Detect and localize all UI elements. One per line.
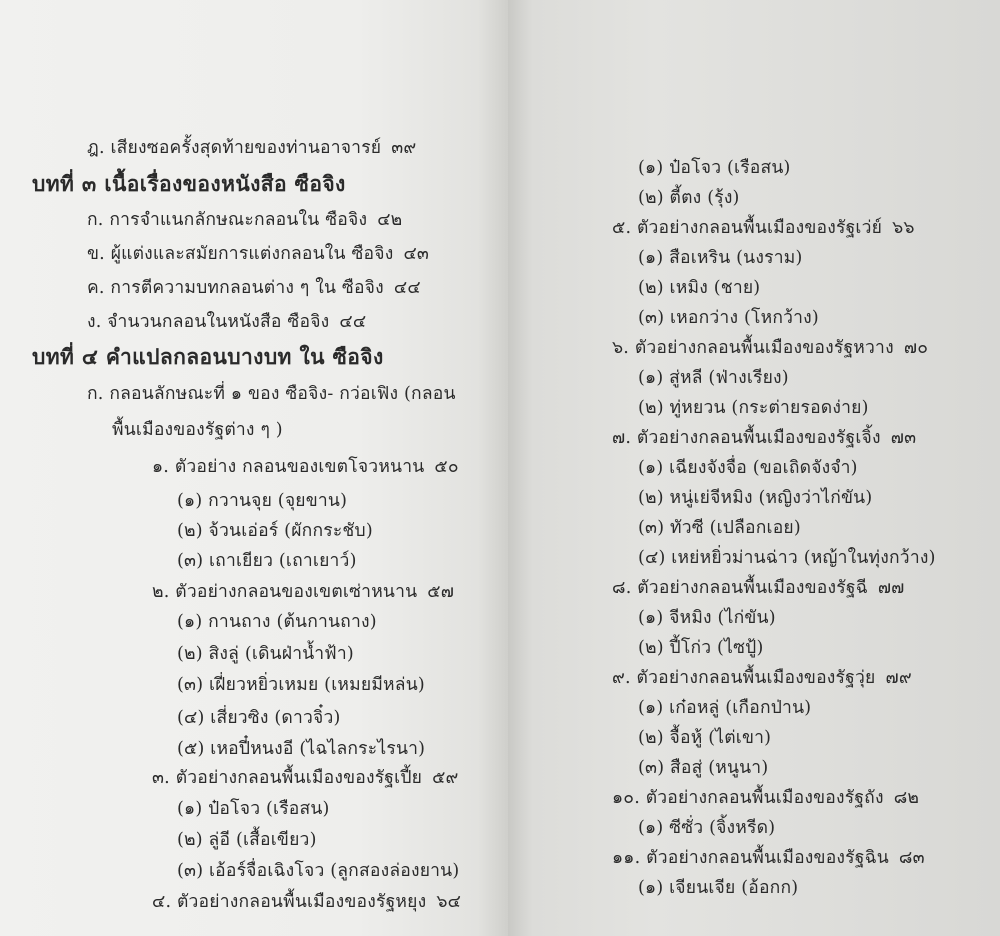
toc-entry: ก. การจำแนกลักษณะกลอนใน ซือจิง ๔๒ bbox=[87, 210, 403, 230]
toc-entry: ๓. ตัวอย่างกลอนพื้นเมืองของรัฐเปี้ย ๕๙ bbox=[152, 768, 459, 788]
toc-entry: (๔) เหย่หยิ่วม่านฉ่าว (หญ้าในทุ่งกว้าง) bbox=[638, 548, 936, 568]
toc-entry: (๑) กานถาง (ต้นกานถาง) bbox=[177, 612, 377, 632]
toc-entry: (๒) เหมิง (ชาย) bbox=[638, 278, 761, 298]
toc-entry: (๒) ตี้ตง (รุ้ง) bbox=[638, 188, 740, 208]
toc-entry: ๕. ตัวอย่างกลอนพื้นเมืองของรัฐเว่ย์ ๖๖ bbox=[612, 218, 915, 238]
toc-entry: ๑๐. ตัวอย่างกลอนพื้นเมืองของรัฐถัง ๘๒ bbox=[612, 788, 920, 808]
toc-entry: (๓) เถาเยียว (เถาเยาว์) bbox=[177, 551, 357, 571]
toc-entry: ง. จำนวนกลอนในหนังสือ ซือจิง ๔๔ bbox=[87, 312, 367, 332]
toc-entry: (๓) เฝี่ยวหยิ่วเหมย (เหมยมีหล่น) bbox=[177, 675, 425, 695]
toc-entry: ข. ผู้แต่งและสมัยการแต่งกลอนใน ซือจิง ๔๓ bbox=[87, 244, 430, 264]
toc-entry: ค. การตีความบทกลอนต่าง ๆ ใน ซือจิง ๔๔ bbox=[87, 278, 421, 298]
toc-entry: ๒. ตัวอย่างกลอนของเขตเซ่าหนาน ๕๗ bbox=[152, 582, 455, 602]
toc-entry: ๗. ตัวอย่างกลอนพื้นเมืองของรัฐเจิ้ง ๗๓ bbox=[612, 428, 917, 448]
toc-entry: (๑) จีหมิง (ไก่ขัน) bbox=[638, 608, 776, 628]
toc-entry: ๘. ตัวอย่างกลอนพื้นเมืองของรัฐฉี ๗๗ bbox=[612, 578, 905, 598]
toc-entry: (๑) สู่หลี (ฟ่างเรียง) bbox=[638, 368, 789, 388]
toc-entry: ฎ. เสียงซอครั้งสุดท้ายของท่านอาจารย์ ๓๙ bbox=[87, 138, 417, 158]
toc-entry: (๒) หนู่เย่จีหมิง (หญิงว่าไก่ขัน) bbox=[638, 488, 873, 508]
toc-entry-continued: พื้นเมืองของรัฐต่าง ๆ ) bbox=[112, 420, 283, 440]
toc-entry: (๑) ป๋อโจว (เรือสน) bbox=[638, 158, 791, 178]
right-page bbox=[508, 0, 1000, 936]
toc-entry: (๑) ซีซั่ว (จิ้งหรีด) bbox=[638, 818, 776, 838]
toc-entry: (๒) ปี้โก่ว (ไซปู้) bbox=[638, 638, 764, 658]
toc-entry: (๑) เก๋อหลู่ (เกือกป่าน) bbox=[638, 698, 812, 718]
toc-entry: (๒) จื้อหู้ (ไต่เขา) bbox=[638, 728, 772, 748]
toc-entry: ก. กลอนลักษณะที่ ๑ ของ ซือจิง- กว่อเฟิง (กลอน bbox=[87, 384, 456, 404]
toc-entry: (๑) เจียนเจีย (อ้อกก) bbox=[638, 878, 799, 898]
toc-entry: ๑. ตัวอย่าง กลอนของเขตโจวหนาน ๕๐ bbox=[152, 457, 459, 477]
toc-entry: (๑) สือเหริน (นงราม) bbox=[638, 248, 803, 268]
toc-entry: ๑๑. ตัวอย่างกลอนพื้นเมืองของรัฐฉิน ๘๓ bbox=[612, 848, 925, 868]
toc-entry: ๖. ตัวอย่างกลอนพื้นเมืองของรัฐหวาง ๗๐ bbox=[612, 338, 929, 358]
toc-entry: (๔) เสี่ยวซิง (ดาวจิ๋ว) bbox=[177, 708, 341, 728]
toc-entry: (๕) เหอปี๋หนงอี (ไฉไลกระไรนา) bbox=[177, 739, 426, 759]
toc-entry: (๒) ทู่หยวน (กระต่ายรอดง่าย) bbox=[638, 398, 869, 418]
toc-entry: (๓) เอ้อร์จื่อเฉิงโจว (ลูกสองล่องยาน) bbox=[177, 861, 460, 881]
toc-entry: (๑) เฉียงจังจื่อ (ขอเถิดจังจำ) bbox=[638, 458, 858, 478]
toc-entry: (๒) ลู่อี (เสื้อเขียว) bbox=[177, 830, 317, 850]
toc-entry: ๙. ตัวอย่างกลอนพื้นเมืองของรัฐวุ่ย ๗๙ bbox=[612, 668, 912, 688]
toc-entry: (๓) สือสู่ (หนูนา) bbox=[638, 758, 769, 778]
toc-entry: (๒) สิงลู่ (เดินฝ่าน้ำฟ้า) bbox=[177, 644, 354, 664]
chapter-heading: บทที่ ๔ คำแปลกลอนบางบท ใน ซือจิง bbox=[32, 344, 384, 369]
chapter-heading: บทที่ ๓ เนื้อเรื่องของหนังสือ ซือจิง bbox=[32, 171, 346, 196]
toc-entry: (๑) กวานจุย (จุยขาน) bbox=[177, 491, 348, 511]
toc-entry: ๔. ตัวอย่างกลอนพื้นเมืองของรัฐหยุง ๖๔ bbox=[152, 892, 462, 912]
toc-entry: (๑) ป๋อโจว (เรือสน) bbox=[177, 799, 330, 819]
toc-entry: (๓) เหอกว่าง (โหกว้าง) bbox=[638, 308, 819, 328]
toc-entry: (๓) ทัวซี (เปลือกเอย) bbox=[638, 518, 801, 538]
toc-entry: (๒) จ้วนเอ่อร์ (ผักกระชับ) bbox=[177, 521, 373, 541]
